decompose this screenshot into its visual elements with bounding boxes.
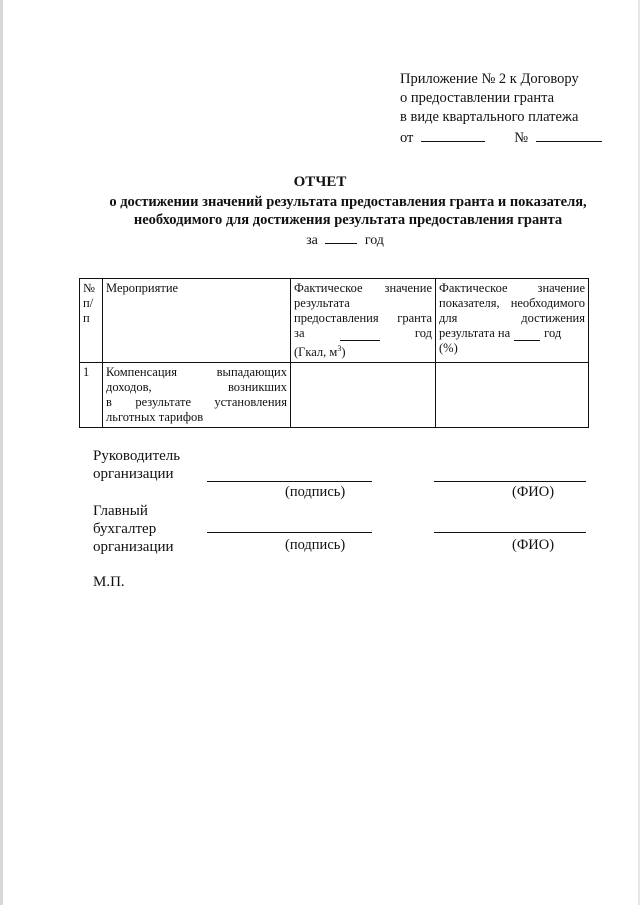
subtitle-line-2: необходимого для достижения результата предоставления гранта <box>133 212 563 228</box>
row-fact-value <box>291 363 436 428</box>
accountant-signature-line <box>207 532 372 533</box>
report-subtitle <box>0 193 640 229</box>
date-prefix: от <box>400 130 414 146</box>
appendix-line-3: в виде квартального платежа <box>400 109 579 125</box>
accountant-signature-caption: (подпись) <box>285 537 346 553</box>
accountant-name-caption: (ФИО) <box>512 537 555 553</box>
head-signature-caption: (подпись) <box>285 484 346 500</box>
appendix-date-line <box>400 127 602 148</box>
report-table <box>79 278 589 428</box>
page-left-edge <box>0 0 3 905</box>
row-activity: Компенсация выпадающих доходов, возникших в результате установления льготных тарифов <box>103 363 291 428</box>
head-signature-line <box>207 481 372 482</box>
appendix-block <box>400 70 602 148</box>
table-header-row <box>80 279 589 363</box>
accountant-name-line <box>434 532 586 533</box>
subtitle-line-1: о достижении значений результата предоставления гранта и показателя, <box>109 194 587 210</box>
accountant-label: Главный бухгалтер организации <box>93 503 174 555</box>
appendix-line-1: Приложение № 2 к Договору <box>400 71 579 87</box>
indicator-year-blank <box>514 330 540 341</box>
header-indicator-value: Фактическое значение показателя, необходимого для достижения результата на год (%) <box>436 279 589 363</box>
report-period <box>0 229 640 249</box>
appendix-line-2: о предоставлении гранта <box>400 90 555 106</box>
number-blank <box>536 127 602 142</box>
head-label: Руководитель организации <box>93 448 181 482</box>
number-prefix: № <box>514 130 529 146</box>
report-title: ОТЧЕТ <box>293 174 347 190</box>
header-fact-value: Фактическое значение результата предоставления гранта за год (Гкал, $м^3$) <box>291 279 436 363</box>
head-name-line <box>434 481 586 482</box>
row-indicator-value <box>436 363 589 428</box>
stamp-label: М.П. <box>93 574 125 590</box>
row-num: 1 <box>80 363 103 428</box>
period-prefix: за <box>306 233 318 248</box>
date-blank <box>421 127 485 142</box>
head-name-caption: (ФИО) <box>512 484 555 500</box>
fact-year-blank <box>340 330 380 341</box>
period-blank <box>325 229 357 244</box>
period-suffix: год <box>364 233 384 248</box>
header-activity: Мероприятие <box>103 279 291 363</box>
table-row <box>80 363 589 428</box>
header-num: № п/п <box>80 279 103 363</box>
